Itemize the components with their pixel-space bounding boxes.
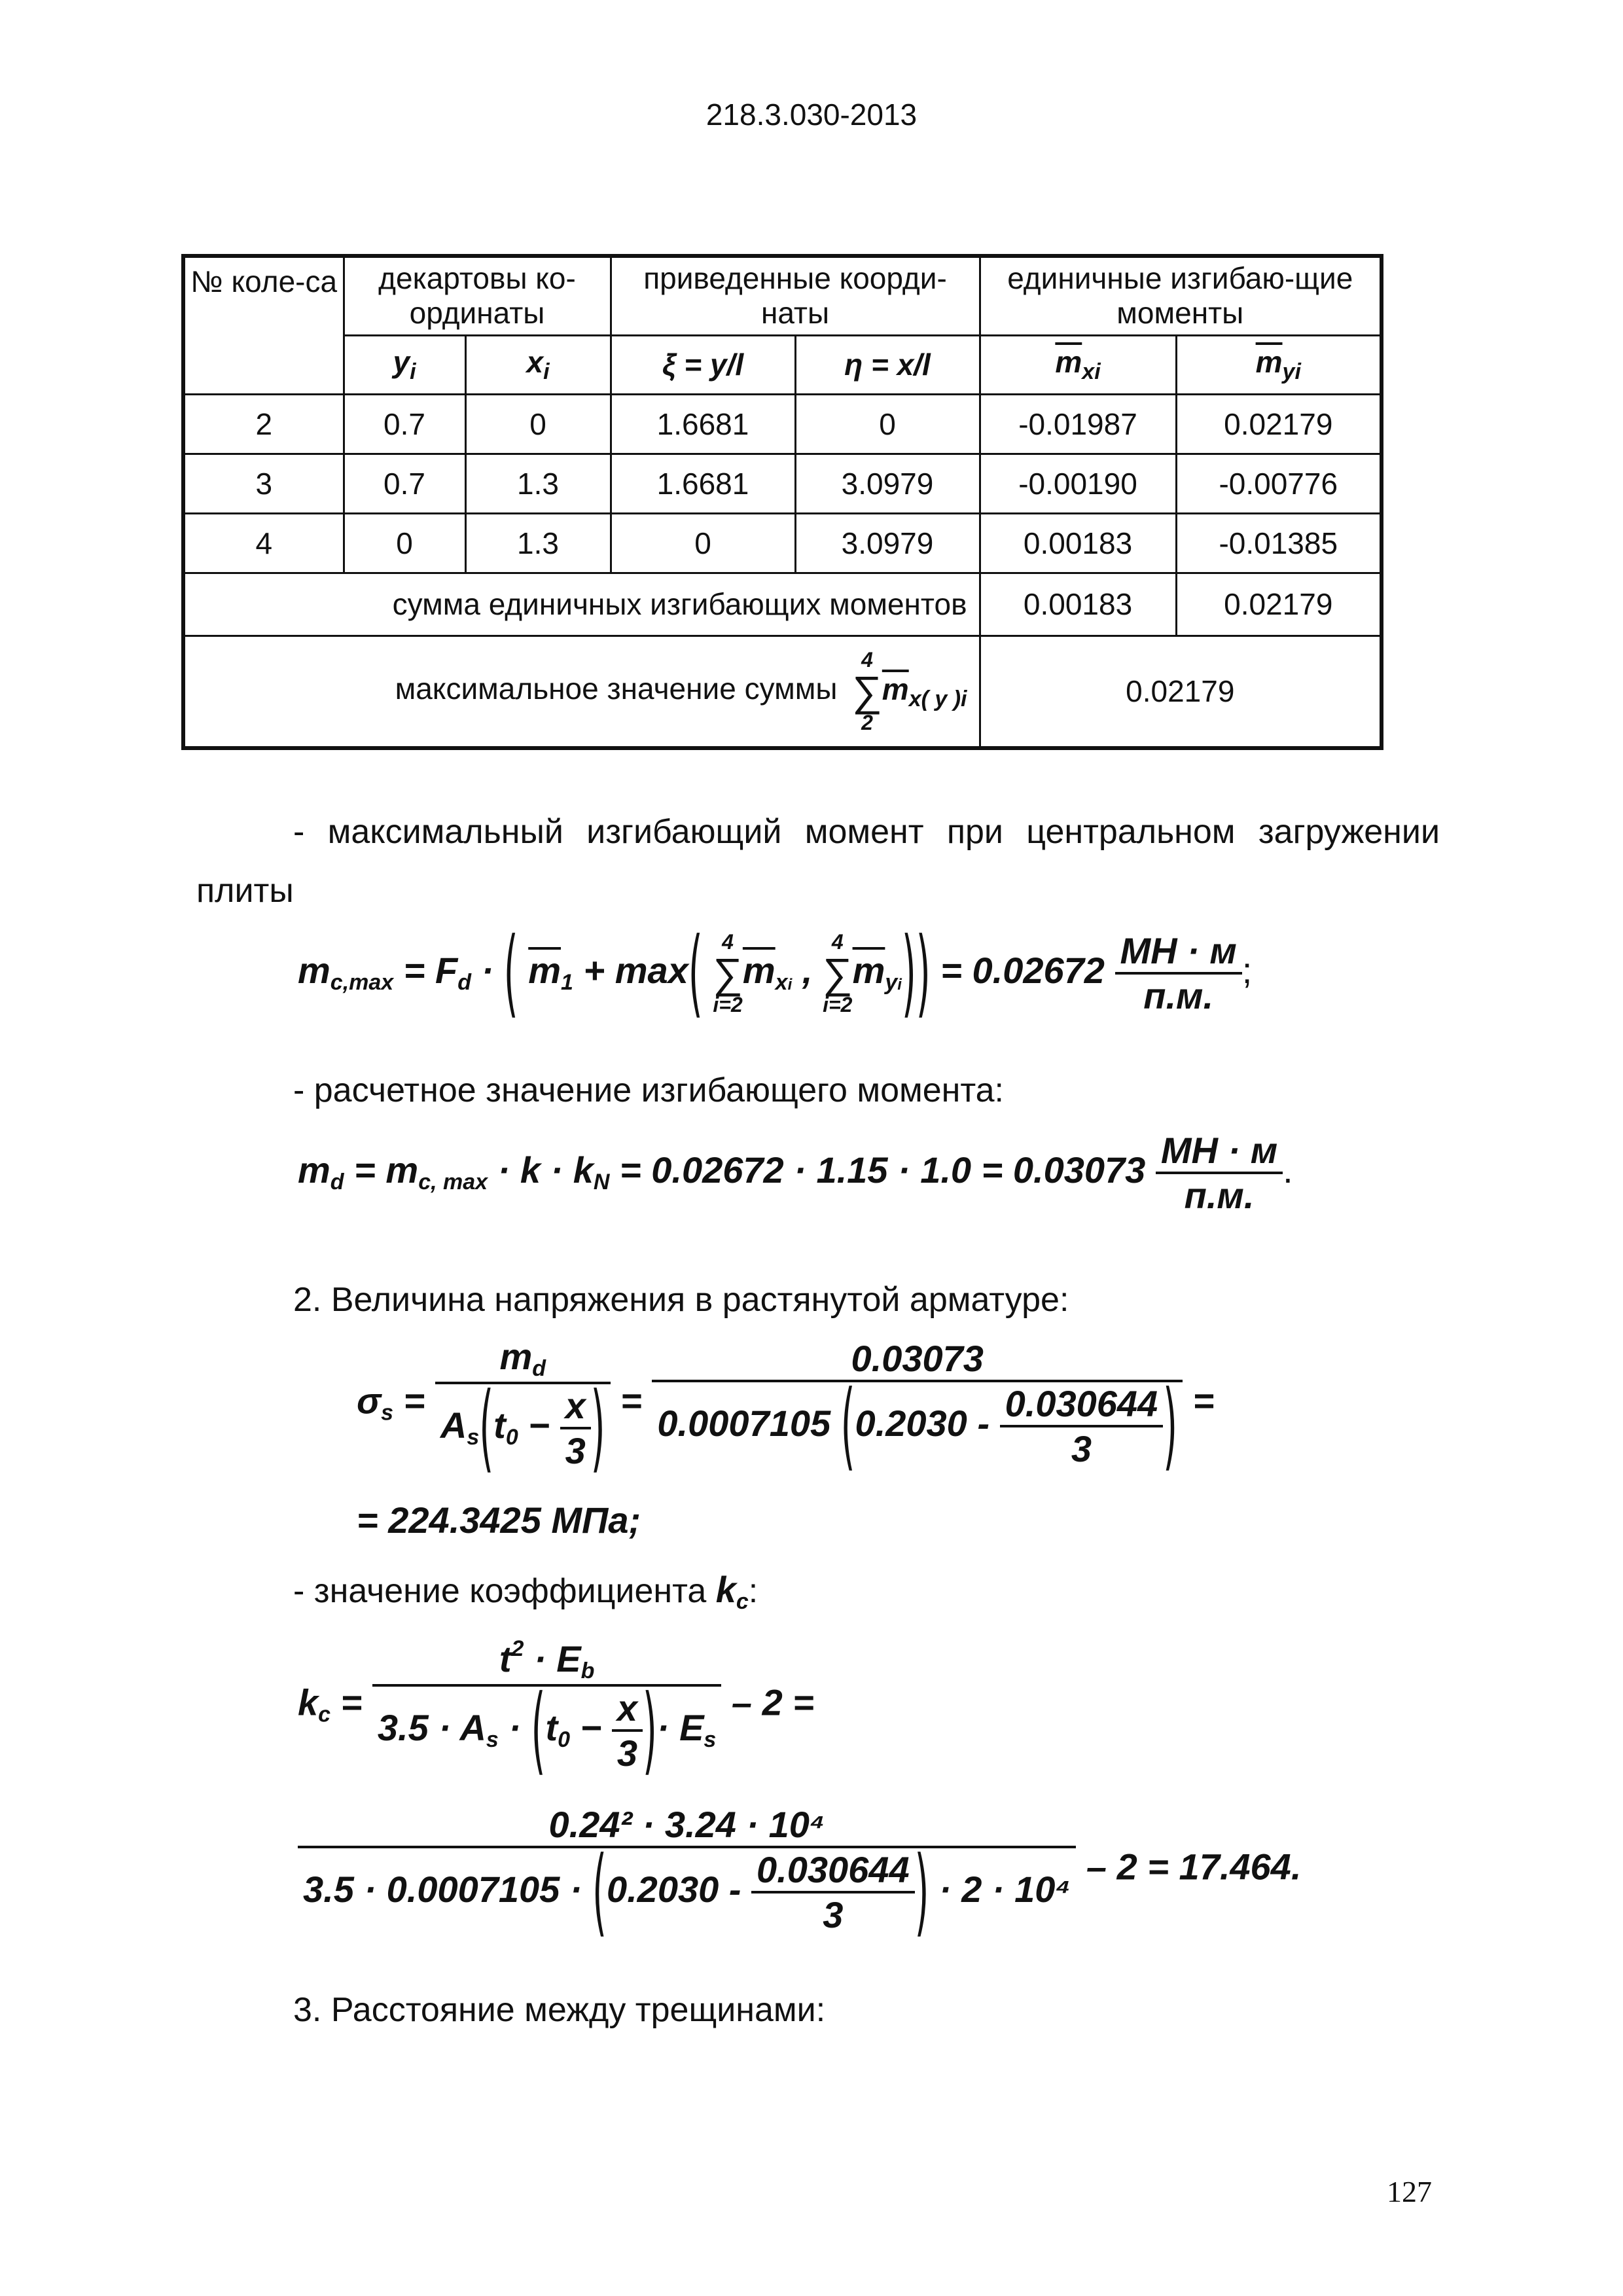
cell: 3.0979	[795, 514, 980, 573]
document-header: 218.3.030-2013	[705, 98, 918, 132]
header-unit-moments: единичные изгибаю-щие моменты	[980, 256, 1382, 335]
cell: -0.00776	[1176, 454, 1382, 514]
cell: 1.3	[465, 514, 611, 573]
paragraph-kc: - значение коэффициента $k_c$:	[293, 1569, 758, 1614]
cell: 0.00183	[980, 514, 1176, 573]
cell: 0	[465, 395, 611, 454]
table-row	[183, 454, 1382, 514]
formula-sigma-s: $\sigma_s$ = $m_d$ $A_s(t_0$ − $\frac{x}{3}$ ) = 0.03073 0.0007105 (0.2030 - $\frac{0.030644}{3}$ ) =	[357, 1336, 1215, 1484]
unit-fraction: $\frac{МН \cdot м}{п.м.}$	[1156, 1129, 1283, 1217]
sum-symbol: 4 ∑ 2	[852, 648, 882, 735]
header-reduced: приведенные коорди-наты	[611, 256, 980, 335]
sum-label: сумма единичных изгибающих моментов	[183, 573, 980, 636]
cell: 1.3	[465, 454, 611, 514]
subheader-y: $y_i$	[344, 335, 465, 395]
subheader-xi: ξ = y/l	[611, 335, 795, 395]
cell: 0	[611, 514, 795, 573]
cell: 1.6681	[611, 454, 795, 514]
cell: 3.0979	[795, 454, 980, 514]
heading-stress: 2. Величина напряжения в растянутой арматуре:	[293, 1281, 1069, 1319]
header-wheel-number: № коле-са	[183, 256, 344, 395]
cell: 2	[183, 395, 344, 454]
unit-fraction: $\frac{МН \cdot м}{п.м.}$	[1115, 929, 1242, 1017]
table-row	[183, 514, 1382, 573]
formula-md: $m_d = m_{c, max} \cdot k \cdot k_N = 0.02672 \cdot 1.15 \cdot 1.0 = 0.03073$ $\frac{МН \cdot м}{п.м.}$ .	[298, 1130, 1293, 1216]
subheader-my: $\overline{m}_{yi}$	[1176, 335, 1382, 395]
subheader-x: $x_i$	[465, 335, 611, 395]
sum-my: 0.02179	[1176, 573, 1382, 636]
formula-sigma-result: = 224.3425 МПа;	[357, 1499, 641, 1541]
cell: 4	[183, 514, 344, 573]
sum-row	[183, 573, 1382, 636]
max-label: максимальное значение суммы	[395, 672, 838, 706]
sum-mx: 0.00183	[980, 573, 1176, 636]
cell: 3	[183, 454, 344, 514]
cell: 1.6681	[611, 395, 795, 454]
formula-kc: $k_c$ = $t^2 \cdot E_b$ $3.5 \cdot A_s \cdot (t_0$ − $\frac{x}{3}$ )· $E_s$ – 2 =	[298, 1636, 815, 1786]
table-row	[183, 395, 1382, 454]
cell: 0	[344, 514, 465, 573]
paragraph-design-moment: - расчетное значение изгибающего момента:	[293, 1071, 1004, 1109]
cell: 0.02179	[1176, 395, 1382, 454]
cell: 0.7	[344, 395, 465, 454]
moments-table	[181, 254, 1383, 750]
max-row	[183, 636, 1382, 748]
cell: -0.01987	[980, 395, 1176, 454]
paragraph-plate: плиты	[196, 872, 294, 910]
heading-crack-spacing: 3. Расстояние между трещинами:	[293, 1991, 826, 2029]
formula-kc-numeric: 0.24² · 3.24 · 10⁴ 3.5 · 0.0007105 · (0.2030 - $\frac{0.030644}{3}$ ) · 2 · 10⁴ – 2 = 17.464.	[298, 1803, 1301, 1936]
subheader-mx: $\overline{m}_{xi}$	[980, 335, 1176, 395]
cell: 0.7	[344, 454, 465, 514]
subheader-eta: η = x/l	[795, 335, 980, 395]
page-number: 127	[1387, 2175, 1432, 2208]
formula-mc-max: $m_{c,max} = F_d$ · ( $\overline{m}_1 + \max$( 4 ∑ i=2 $\overline{m}_{xi}$ , 4 ∑ i=2 $\overline{m}_{yi})) = 0.02672$ $\frac{МН \cdot м}{п.м.}$ ;	[298, 918, 1253, 1029]
header-cartesian: декартовы ко-ординаты	[344, 256, 611, 335]
paragraph-max-moment: - максимальный изгибающий момент при центральном загружении	[293, 813, 1440, 851]
cell: 0	[795, 395, 980, 454]
max-label-cell: максимальное значение суммы 4 ∑ 2 $\overline{m}_{x( y )i}$	[183, 636, 980, 748]
max-value: 0.02179	[980, 636, 1382, 748]
cell: -0.00190	[980, 454, 1176, 514]
cell: -0.01385	[1176, 514, 1382, 573]
